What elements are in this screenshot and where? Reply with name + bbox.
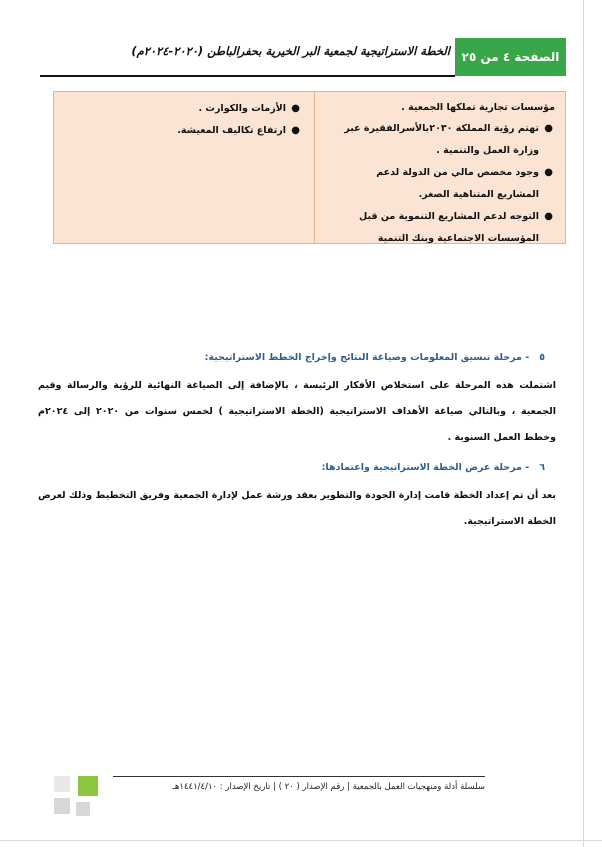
list-item-text: وجود مخصص مالي من الدولة لدعم المشاريع المتناهية الصغر. (376, 167, 539, 200)
list-item (335, 206, 555, 250)
page-number-badge (455, 38, 566, 76)
footer-logo-squares (54, 776, 98, 820)
threats-cell (54, 92, 314, 243)
page-edge-right (583, 0, 584, 847)
section-number: ٦ (539, 462, 545, 473)
decor-square (76, 802, 90, 816)
page-number-label: الصفحة ٤ من ٢٥ (461, 50, 560, 64)
footer-text: سلسلة أدلة ومنهجيات العمل بالجمعية | رقم الإصدار ( ٢٠ ) | تاريخ الإصدار : ١٤٤١/٤/١٠هـ (172, 782, 485, 792)
section-body-6: بعد أن تم إعداد الخطة قامت إدارة الجودة والتطوير بعقد ورشة عمل لإدارة الجمعية وفريق التخطيط وذلك لعرض الخطة الاستراتيجية. (38, 490, 556, 527)
decor-square (54, 798, 70, 814)
list-item-text: الأزمات والكوارث . (198, 103, 286, 114)
swot-table (53, 91, 566, 244)
header-divider (40, 75, 455, 77)
list-item (64, 120, 302, 142)
decor-square (78, 776, 98, 796)
section-heading-text: - مرحلة تنسيق المعلومات وصياغة النتائج وإخراج الخطط الاستراتيجية: (204, 352, 530, 363)
page-edge-bottom (0, 840, 602, 841)
footer-divider (113, 776, 485, 777)
document-title: الخطة الاستراتيجية لجمعية البر الخيرية بحفرالباطن (٢٠٢٠-٢٠٢٤م) (131, 44, 450, 58)
decor-square (54, 776, 70, 792)
list-item-text: التوجه لدعم المشاريع التنموية من قبل المؤسسات الاجتماعية وبنك التنمية (359, 211, 539, 244)
bullet-icon: ● (544, 167, 553, 178)
section-number: ٥ (539, 352, 545, 363)
threats-list (64, 98, 302, 142)
list-item (335, 162, 555, 206)
section-body-5: اشتملت هذه المرحلة على استخلاص الأفكار الرئيسة ، بالإضافة إلى الصياغة النهائية للرؤية والرسالة وقيم الجمعية ، وبالتالي صياغة الأهداف الاستراتيجية (الخطة الاستراتيجية ) لخمس سنوات من ٢٠٢٠ إلى ٢٠٢٤م وخطط العمل السنوية . (38, 380, 556, 443)
bullet-icon: ● (544, 211, 553, 222)
opportunities-cell (314, 92, 565, 243)
opportunities-list (335, 118, 555, 250)
bullet-icon: ● (291, 125, 300, 136)
section-heading-6 (300, 462, 545, 473)
bullet-icon: ● (544, 123, 553, 134)
bullet-icon: ● (291, 103, 300, 114)
section-heading-5 (200, 352, 545, 363)
list-item-text: تهتم رؤية المملكة ٢٠٣٠بالأسرالفقيرة عبر وزارة العمل والتنمية . (344, 123, 539, 156)
list-item (335, 118, 555, 162)
list-item (64, 98, 302, 120)
cell-intro-text: مؤسسات تجارية تملكها الجمعية . (401, 102, 555, 113)
section-heading-text: - مرحلة عرض الخطة الاستراتيجية واعتمادها: (321, 462, 530, 473)
list-item-text: ارتفاع تكاليف المعيشة. (177, 125, 286, 136)
